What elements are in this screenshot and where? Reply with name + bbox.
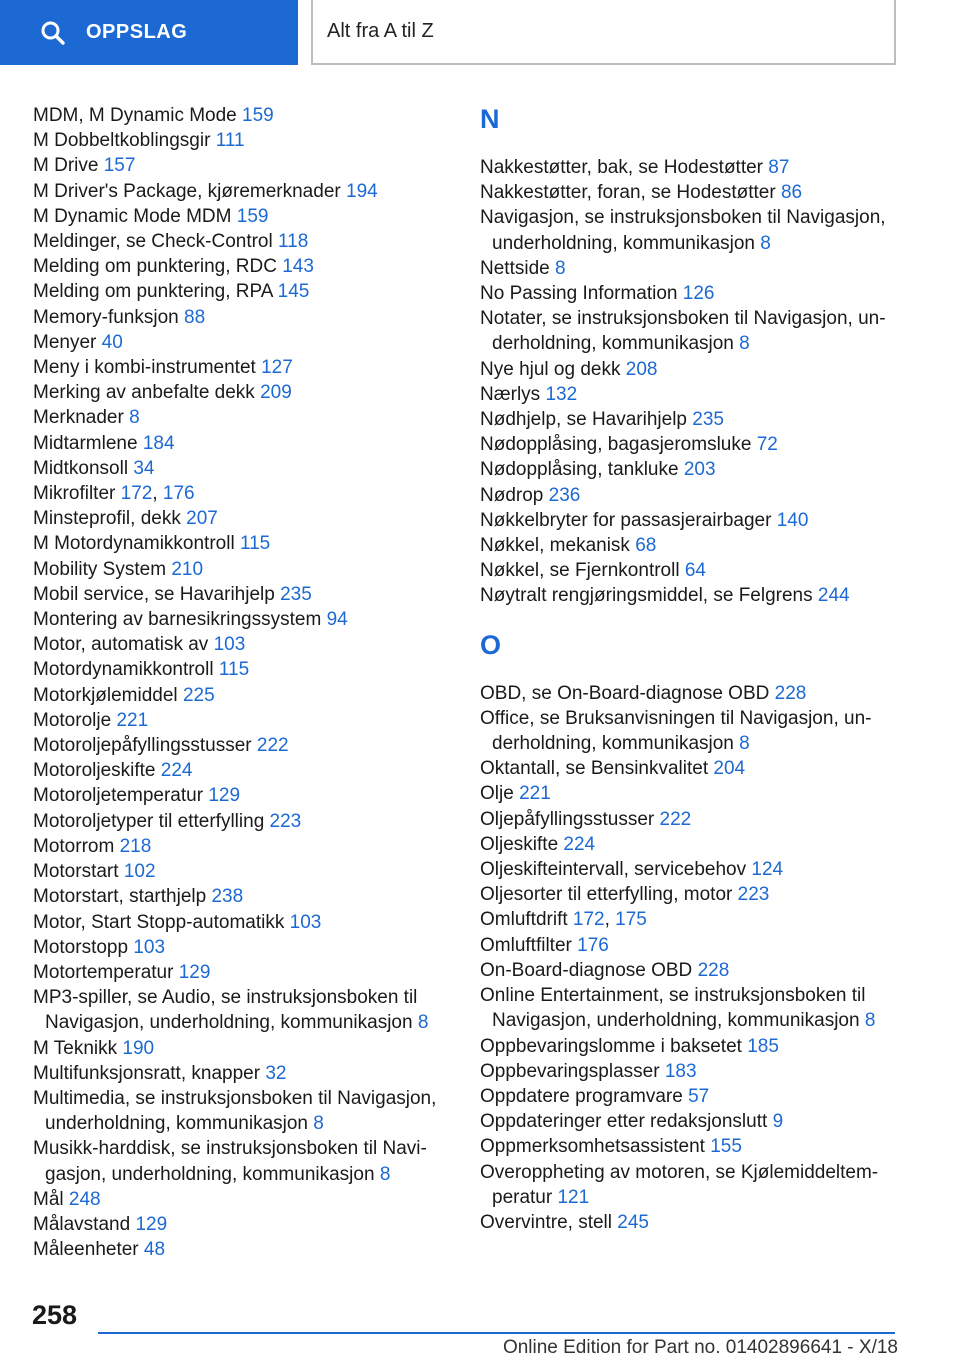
index-entry-text: Memory-funksjon — [33, 306, 179, 328]
index-entry — [33, 254, 453, 279]
page-reference-link[interactable]: 94 — [326, 609, 348, 631]
index-entry-text: M Driver's Package, kjøremerknader — [33, 180, 341, 202]
index-entry — [480, 382, 900, 407]
index-entry-text: Montering av barnesikringssystem — [33, 609, 322, 631]
section-letter-o: O — [480, 629, 502, 660]
index-entry — [480, 1084, 900, 1109]
index-entry — [33, 431, 453, 456]
page-reference-link[interactable]: 115 — [218, 659, 250, 681]
index-column-left — [33, 103, 453, 1262]
index-entry-text: Motorstart — [33, 861, 119, 883]
index-entry — [480, 958, 900, 983]
index-entry-text: Merking av anbefalte dekk — [33, 382, 255, 404]
index-entry-text: Oppbevaringsplasser — [480, 1060, 660, 1082]
search-tab-label: OPPSLAG — [86, 21, 188, 43]
index-entry — [33, 1187, 453, 1212]
page-reference-link[interactable]: 48 — [143, 1239, 166, 1261]
index-entry-text: Merknader — [33, 407, 124, 429]
index-entry — [33, 330, 453, 355]
page-reference-link[interactable]: 143 — [282, 256, 314, 278]
index-entry — [33, 708, 453, 733]
index-entry — [33, 834, 453, 859]
index-entry-text: Motorrom — [33, 835, 115, 857]
index-entry-text: Oljesorter til etterfylling, motor — [480, 884, 733, 906]
page-reference-link[interactable]: 9 — [772, 1111, 784, 1133]
page-reference-link[interactable]: 145 — [277, 281, 310, 303]
index-entry-text: Nødrop — [480, 484, 544, 506]
page-reference-link[interactable]: 8 — [313, 1113, 324, 1135]
index-entry — [480, 933, 900, 958]
index-entry-text: Motor, automatisk av — [33, 634, 209, 656]
index-entry-text: Oljepåfyllingsstusser — [480, 808, 655, 830]
page-reference-link[interactable]: 40 — [101, 331, 123, 353]
page-reference-link[interactable]: 140 — [776, 509, 809, 531]
index-entry — [33, 859, 453, 884]
index-entry-text: Mikrofilter — [33, 483, 116, 505]
index-entry — [33, 279, 453, 304]
page-reference-link[interactable]: 221 — [116, 709, 149, 731]
index-entry — [480, 457, 900, 482]
page-reference-link[interactable]: 8 — [739, 733, 750, 755]
page-reference-link[interactable]: 126 — [682, 283, 715, 305]
index-entry-text: Mål — [33, 1188, 64, 1210]
page-reference-link[interactable]: 222 — [659, 808, 692, 830]
footer-edition-text: Online Edition for Part no. 01402896641 - X/18 — [502, 1337, 898, 1358]
page-reference-link[interactable]: 118 — [278, 231, 309, 253]
index-entry — [480, 1034, 900, 1059]
index-entry-text: MP3-spiller, se Audio, se instruksjonsboken til Navigasjon, underholdning, kommunikasjon — [33, 987, 418, 1034]
index-entry-text: Motoroljepåfyllingsstusser — [33, 735, 252, 757]
index-entry-text: Motorstopp — [33, 936, 129, 958]
page-reference-link[interactable]: 176 — [577, 934, 609, 956]
index-entry — [480, 256, 900, 281]
index-entry — [33, 809, 453, 834]
page-reference-link[interactable]: 244 — [817, 585, 850, 607]
page-reference-link[interactable]: 223 — [269, 810, 302, 832]
index-entry — [480, 983, 900, 1033]
page-reference-link[interactable]: 8 — [379, 1163, 391, 1185]
index-column-right — [480, 103, 900, 1235]
page-reference-link[interactable]: 207 — [186, 508, 218, 530]
index-entry — [480, 756, 900, 781]
page-reference-link[interactable]: 115 — [239, 533, 271, 555]
index-entry — [33, 179, 453, 204]
search-tab[interactable] — [0, 0, 298, 65]
index-entry — [480, 583, 900, 608]
page-reference-link[interactable]: 8 — [554, 257, 566, 279]
index-entry-text: M Dynamic Mode MDM — [33, 205, 232, 227]
footer-rule — [98, 1332, 895, 1334]
page-reference-link[interactable]: 88 — [184, 306, 206, 328]
index-entry — [33, 128, 453, 153]
index-entry-text: Motordynamikkontroll — [33, 659, 214, 681]
section-title: Alt fra A til Z — [311, 0, 896, 65]
index-entry-text: Midtkonsoll — [33, 457, 129, 479]
index-entry — [33, 1237, 453, 1262]
index-entry — [480, 1160, 900, 1210]
index-entry-text: Menyer — [33, 331, 97, 353]
index-entry-text: MDM, M Dynamic Mode — [33, 105, 237, 126]
index-entry — [33, 985, 453, 1035]
page-reference-link[interactable]: 248 — [68, 1188, 101, 1210]
index-entry — [480, 681, 900, 706]
index-entry — [33, 355, 453, 380]
index-entry — [33, 1061, 453, 1086]
index-entry — [480, 533, 900, 558]
index-entry-text: Motoroljetyper til etterfylling — [33, 810, 265, 832]
index-entry-text: Meldinger, se Check-Control — [33, 231, 273, 253]
page-reference-link[interactable]: 183 — [664, 1060, 697, 1082]
page-reference-link[interactable]: 190 — [122, 1037, 155, 1059]
page-reference-link[interactable]: 222 — [256, 735, 289, 757]
index-entry-text: Motoroljetemperatur — [33, 785, 204, 807]
section-letter-n: N — [480, 104, 500, 134]
index-entry — [480, 155, 900, 180]
search-icon — [40, 20, 66, 46]
index-entry-text: Motoroljeskifte — [33, 760, 156, 782]
page-reference-link[interactable]: 111 — [215, 130, 245, 152]
index-entry — [33, 733, 453, 758]
index-entry-text: Mobil service, se Havarihjelp — [33, 583, 275, 605]
index-entry — [33, 1086, 453, 1136]
section-n-list — [480, 155, 900, 609]
index-entry — [480, 508, 900, 533]
index-entry-text: Nærlys — [480, 383, 541, 405]
index-entry-text: Omluftdrift — [480, 909, 568, 931]
index-entry-text: M Dobbeltkoblingsgir — [33, 130, 211, 152]
page-reference-link[interactable]: 32 — [265, 1062, 287, 1084]
page-reference-link[interactable]: 228 — [697, 959, 730, 981]
page-reference-link[interactable]: 203 — [683, 459, 716, 481]
index-entry — [33, 103, 453, 128]
index-entry-text: Motortemperatur — [33, 961, 174, 983]
index-entry — [33, 683, 453, 708]
index-entry-text: Oppbevaringslomme i baksetet — [480, 1035, 742, 1057]
page-reference-link[interactable]: 129 — [208, 785, 241, 807]
page-reference-link[interactable]: 235 — [280, 583, 312, 605]
page-reference-link[interactable]: 129 — [135, 1213, 168, 1235]
page-reference-link[interactable]: 218 — [119, 835, 152, 857]
index-entry-text: Motorolje — [33, 709, 112, 731]
page-reference-link[interactable]: 204 — [713, 758, 746, 780]
index-entry-text: Motorstart, starthjelp — [33, 886, 207, 908]
index-entry-text: Multifunksjonsratt, knapper — [33, 1062, 261, 1084]
index-entry-text: Navigasjon, se instruksjonsboken til Navigasjon, underholdning, kommunikasjon — [480, 207, 886, 254]
index-entry — [33, 783, 453, 808]
index-entry — [33, 405, 453, 430]
page-reference-link[interactable]: 172 — [120, 483, 153, 505]
index-entry-text: Multimedia, se instruksjonsboken til Navigasjon, underholdning, kommunikasjon — [33, 1087, 437, 1135]
index-entry-text: OBD, se On-Board-diagnose OBD — [480, 682, 770, 704]
page-reference-link[interactable]: 57 — [688, 1085, 710, 1107]
index-entry-text: Oppdatere programvare — [480, 1085, 683, 1107]
page-reference-link[interactable]: 236 — [548, 484, 581, 506]
index-entry-text: Musikk-harddisk, se instruksjonsboken til Navi-gasjon, underholdning, kommunikasjon — [33, 1138, 427, 1185]
index-entry — [480, 558, 900, 583]
index-entry-text: Meny i kombi-instrumentet — [33, 357, 256, 379]
index-entry — [33, 557, 453, 582]
page-reference-link[interactable]: 102 — [123, 861, 156, 883]
page-reference-link[interactable]: 8 — [760, 232, 771, 254]
page-reference-link[interactable]: 103 — [133, 936, 166, 958]
index-entry-text: Oppmerksomhetsassistent — [480, 1136, 705, 1158]
page-reference-link[interactable]: 157 — [103, 155, 136, 177]
index-entry — [480, 832, 900, 857]
page-reference-link[interactable]: 176 — [162, 483, 195, 505]
page-reference-link[interactable]: 228 — [774, 682, 807, 704]
index-entry — [33, 229, 453, 254]
page-reference-link[interactable]: 68 — [635, 535, 657, 557]
index-entry — [33, 204, 453, 229]
index-entry-text: No Passing Information — [480, 283, 678, 305]
page-reference-link[interactable]: 209 — [260, 382, 292, 404]
index-entry — [33, 607, 453, 632]
page-reference-link[interactable]: 72 — [756, 434, 778, 456]
index-entry — [480, 706, 900, 756]
index-entry — [33, 884, 453, 909]
index-entry-text: Nødopplåsing, tankluke — [480, 459, 679, 481]
index-entry — [480, 407, 900, 432]
index-entry: Mikrofilter 172, 176 — [33, 483, 195, 505]
index-entry — [33, 1212, 453, 1237]
page-number: 258 — [32, 1300, 78, 1330]
page-reference-link[interactable]: 8 — [129, 407, 140, 429]
index-entry — [33, 153, 453, 178]
page-reference-link[interactable]: 235 — [692, 409, 724, 431]
index-entry-text: Melding om punktering, RDC — [33, 256, 277, 278]
index-entry: Omluftdrift 172, 175 — [480, 909, 647, 931]
index-entry — [33, 456, 453, 481]
index-entry-text: Motor, Start Stopp-automatikk — [33, 911, 285, 933]
page-reference-link[interactable]: 223 — [737, 884, 770, 906]
index-entry — [33, 1136, 453, 1186]
index-entry-text: Nøkkelbryter for passasjerairbager — [480, 509, 772, 531]
index-entry-text: Nakkestøtter, bak, se Hodestøtter — [480, 157, 763, 178]
index-entry — [33, 531, 453, 556]
index-entry — [480, 1059, 900, 1084]
section-o-list — [480, 681, 900, 1235]
page-reference-link[interactable]: 103 — [213, 634, 246, 656]
index-entry — [33, 506, 453, 531]
index-entry-text: Online Entertainment, se instruksjonsboken til Navigasjon, underholdning, kommunikasjon — [480, 985, 866, 1032]
index-entry-text: Minsteprofil, dekk — [33, 508, 181, 530]
index-entry — [480, 432, 900, 457]
index-entry-text: Oljeskifteintervall, servicebehov — [480, 859, 747, 881]
index-entry — [480, 205, 900, 255]
index-entry — [33, 582, 453, 607]
index-entry — [480, 807, 900, 832]
index-entry-text: Oppdateringer etter redaksjonslutt — [480, 1111, 768, 1133]
index-entry-text: Mobility System — [33, 558, 167, 580]
page-reference-link[interactable]: 225 — [182, 684, 215, 706]
page-reference-link[interactable]: 87 — [768, 157, 790, 178]
index-entry — [480, 483, 900, 508]
index-entry — [33, 380, 453, 405]
index-entry-text: Nye hjul og dekk — [480, 358, 621, 380]
index-entry — [33, 960, 453, 985]
index-entry — [480, 781, 900, 806]
index-entry-text: Nødopplåsing, bagasjeromsluke — [480, 434, 752, 456]
page-reference-link[interactable]: 210 — [171, 558, 204, 580]
index-entry-text: Omluftfilter — [480, 934, 572, 956]
index-entry — [480, 857, 900, 882]
page-reference-link[interactable]: 155 — [710, 1136, 742, 1158]
page-reference-link[interactable]: 224 — [160, 760, 193, 782]
index-entry-text: Oktantall, se Bensinkvalitet — [480, 758, 709, 780]
index-entry — [33, 910, 453, 935]
index-entry — [480, 882, 900, 907]
index-entry-text: Olje — [480, 783, 514, 805]
index-entry-text: M Drive — [33, 155, 99, 177]
page-reference-link[interactable]: 184 — [142, 432, 175, 454]
page-reference-link[interactable]: 8 — [417, 1012, 429, 1034]
page-reference-link[interactable]: 194 — [346, 180, 378, 202]
page-reference-link[interactable]: 129 — [178, 961, 211, 983]
page-reference-link[interactable]: 103 — [289, 911, 322, 933]
page-reference-link[interactable]: 127 — [261, 357, 293, 379]
index-entry-text: Nøkkel, mekanisk — [480, 535, 630, 557]
index-entry-text: Nakkestøtter, foran, se Hodestøtter — [480, 182, 776, 204]
page-reference-link[interactable]: 238 — [211, 886, 244, 908]
page-reference-link[interactable]: 64 — [684, 560, 706, 582]
index-entry-text: Overoppheting av motoren, se Kjølemiddeltem-peratur — [480, 1161, 879, 1208]
page-reference-link[interactable]: 221 — [519, 783, 551, 805]
index-entry — [480, 180, 900, 205]
index-entry-text: Måleenheter — [33, 1239, 139, 1261]
index-entry — [480, 1109, 900, 1134]
index-entry — [33, 657, 453, 682]
index-entry-text: Målavstand — [33, 1213, 131, 1235]
index-entry — [480, 281, 900, 306]
index-entry-text: M Motordynamikkontroll — [33, 533, 235, 555]
index-entry-text: Nettside — [480, 257, 550, 279]
page-reference-link[interactable]: 159 — [236, 205, 269, 227]
page-reference-link[interactable]: 8 — [864, 1010, 876, 1032]
index-entry — [480, 357, 900, 382]
index-entry-text: Oljeskifte — [480, 833, 559, 855]
index-entry-text: Notater, se instruksjonsboken til Navigasjon, un-derholdning, kommunikasjon — [480, 308, 886, 355]
index-entry-text: Midtarmlene — [33, 432, 138, 454]
index-entry — [480, 1210, 900, 1235]
index-entry-text: Melding om punktering, RPA — [33, 281, 273, 303]
page-reference-link[interactable]: 172 — [572, 909, 605, 931]
index-entry-text: Office, se Bruksanvisningen til Navigasjon, un-derholdning, kommunikasjon — [480, 707, 872, 755]
index-entry — [33, 758, 453, 783]
page-reference-link[interactable]: 86 — [780, 182, 803, 204]
page-reference-link[interactable]: 34 — [133, 457, 155, 479]
index-entry-text: Nødhjelp, se Havarihjelp — [480, 409, 687, 431]
index-entry-text: M Teknikk — [33, 1037, 118, 1059]
page-reference-link[interactable]: 245 — [617, 1211, 649, 1233]
page-reference-link[interactable]: 121 — [557, 1186, 590, 1208]
index-entry — [33, 632, 453, 657]
page-reference-link[interactable]: 224 — [563, 833, 596, 855]
index-entry — [480, 1134, 900, 1159]
index-entry — [480, 306, 900, 356]
page-reference-link[interactable]: 175 — [615, 909, 647, 931]
index-entry-text: Motorkjølemiddel — [33, 684, 178, 706]
index-entry-text: Nøkkel, se Fjernkontroll — [480, 560, 680, 582]
page-reference-link[interactable]: 124 — [751, 859, 784, 881]
index-entry-text: Overvintre, stell — [480, 1211, 612, 1233]
index-entry-text: Nøytralt rengjøringsmiddel, se Felgrens — [480, 585, 813, 607]
page-reference-link[interactable]: 159 — [242, 105, 274, 126]
page-reference-link[interactable]: 208 — [625, 358, 658, 380]
index-entry — [33, 305, 453, 330]
index-entry — [33, 935, 453, 960]
page-reference-link[interactable]: 185 — [747, 1035, 779, 1057]
page-reference-link[interactable]: 132 — [545, 383, 578, 405]
index-entry-text: On-Board-diagnose OBD — [480, 959, 693, 981]
page-reference-link[interactable]: 8 — [739, 333, 750, 355]
index-entry — [33, 1036, 453, 1061]
